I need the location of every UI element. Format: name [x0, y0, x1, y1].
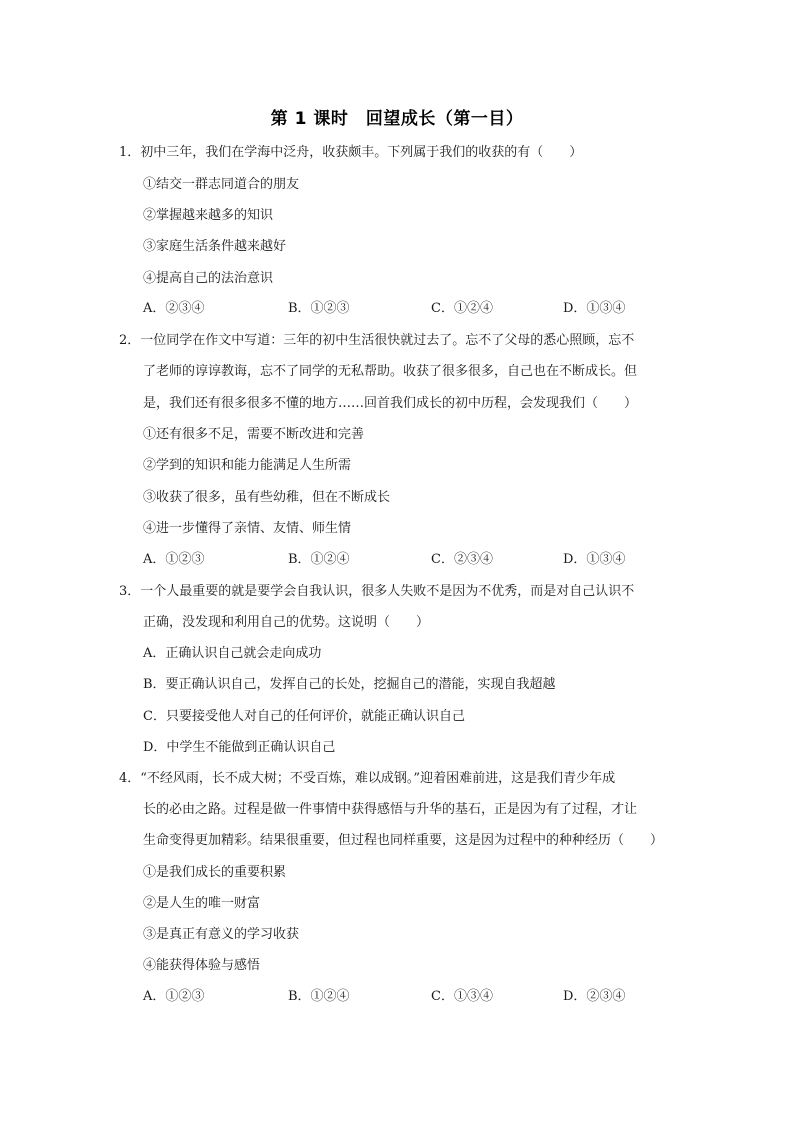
question-2-statement-2: ②学到的知识和能力能满足人生所需: [143, 458, 352, 473]
question-1-statement-3: ③家庭生活条件越来越好: [143, 239, 287, 254]
question-4-stem-line-3: 生命变得更加精彩。结果很重要，但过程也同样重要，这是因为过程中的种种经历（ ）: [143, 833, 664, 848]
question-3-stem-line-1: 3．一个人最重要的就是要学会自我认识，很多人失败不是因为不优秀，而是对自己认识不: [119, 584, 635, 599]
question-4-statement-2: ②是人生的唯一财富: [143, 896, 261, 911]
question-3-option-c[interactable]: C．只要接受他人对自己的任何评价，就能正确认识自己: [143, 709, 465, 724]
choice-b[interactable]: B．①②④: [288, 989, 350, 1004]
choice-c[interactable]: C．①②④: [431, 301, 493, 316]
page-title: 第 1 课时 回望成长（第一目）: [270, 109, 524, 129]
question-2-statement-4: ④进一步懂得了亲情、友情、师生情: [143, 521, 352, 536]
question-1-statement-4: ④提高自己的法治意识: [143, 271, 274, 286]
choice-b[interactable]: B．①②③: [288, 301, 350, 316]
choice-a[interactable]: A．①②③: [143, 989, 205, 1004]
question-3-option-a[interactable]: A．正确认识自己就会走向成功: [143, 646, 322, 661]
question-3-option-b[interactable]: B．要正确认识自己，发挥自己的长处，挖掘自己的潜能，实现自我超越: [143, 677, 556, 692]
choice-c[interactable]: C．②③④: [431, 552, 493, 567]
choice-d[interactable]: D．①③④: [563, 552, 626, 567]
question-2-stem-line-3: 是，我们还有很多很多不懂的地方……回首我们成长的初中历程，会发现我们（ ）: [143, 396, 638, 411]
question-4-statement-4: ④能获得体验与感悟: [143, 958, 261, 973]
choice-c[interactable]: C．①③④: [431, 989, 493, 1004]
choice-a[interactable]: A．②③④: [143, 301, 205, 316]
question-1-stem: 1．初中三年，我们在学海中泛舟，收获颇丰。下列属于我们的收获的有（ ）: [119, 145, 583, 160]
question-4-statement-1: ①是我们成长的重要积累: [143, 865, 287, 880]
question-1-statement-1: ①结交一群志同道合的朋友: [143, 177, 300, 192]
choice-b[interactable]: B．①②④: [288, 552, 350, 567]
choice-d[interactable]: D．①③④: [563, 301, 626, 316]
question-2-stem-line-2: 了老师的谆谆教诲，忘不了同学的无私帮助。收获了很多很多，自己也在不断成长。但: [143, 364, 638, 379]
question-2-stem-line-1: 2．一位同学在作文中写道：三年的初中生活很快就过去了。忘不了父母的悉心照顾，忘不: [119, 333, 635, 348]
question-3-option-d[interactable]: D．中学生不能做到正确认识自己: [143, 740, 336, 755]
question-1-statement-2: ②掌握越来越多的知识: [143, 208, 274, 223]
question-2-statement-1: ①还有很多不足，需要不断改进和完善: [143, 427, 365, 442]
choice-a[interactable]: A．①②③: [143, 552, 205, 567]
question-2-statement-3: ③收获了很多，虽有些幼稚，但在不断成长: [143, 490, 391, 505]
question-4-stem-line-2: 长的必由之路。过程是做一件事情中获得感悟与升华的基石，正是因为有了过程，才让: [143, 802, 638, 817]
question-4-stem-line-1: 4．“不经风雨，长不成大树；不受百炼，难以成钢。”迎着困难前进，这是我们青少年成: [119, 771, 616, 786]
question-4-statement-3: ③是真正有意义的学习收获: [143, 927, 300, 942]
choice-d[interactable]: D．②③④: [563, 989, 626, 1004]
question-3-stem-line-2: 正确，没发现和利用自己的优势。这说明（ ）: [143, 615, 430, 630]
